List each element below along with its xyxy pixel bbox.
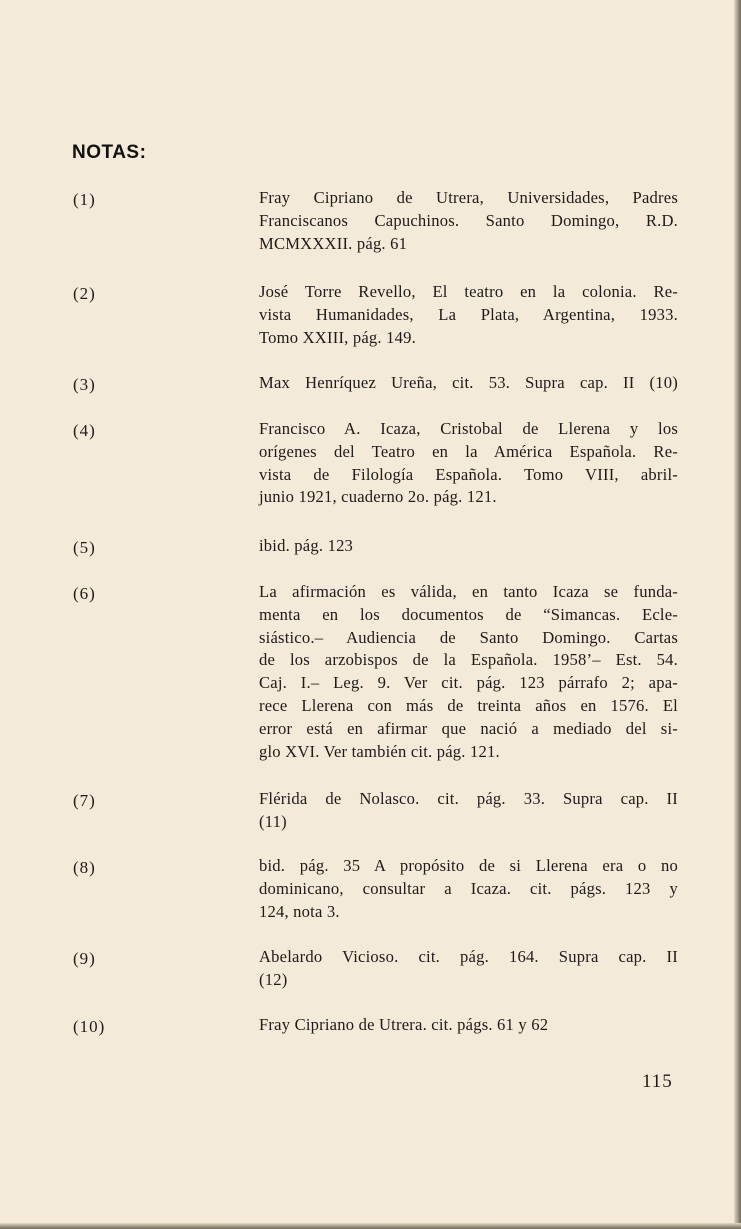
note-text bbox=[259, 281, 678, 349]
note-number: (10) bbox=[73, 1017, 106, 1036]
note-line: orígenes del Teatro en la América Española. Re- bbox=[259, 441, 678, 461]
note-number: (6) bbox=[73, 584, 96, 603]
note-text bbox=[259, 187, 678, 255]
note-line: ibid. pág. 123 bbox=[259, 536, 354, 555]
note-text bbox=[259, 855, 678, 923]
note-line: menta en los documentos de “Simancas. Ecle- bbox=[259, 604, 678, 624]
note-number: (8) bbox=[73, 858, 96, 877]
note-text bbox=[259, 418, 678, 509]
page-edge-shadow bbox=[734, 0, 741, 1229]
note-line: dominicano, consultar a Icaza. cit. págs. 123 y bbox=[259, 878, 678, 898]
note-line: Fray Cipriano de Utrera. cit. págs. 61 y 62 bbox=[259, 1015, 549, 1034]
note-line: de los arzobispos de la Española. 1958’– Est. 54. bbox=[259, 650, 678, 670]
note-line: vista Humanidades, La Plata, Argentina, 1933. bbox=[259, 304, 678, 324]
note-number: (3) bbox=[73, 375, 96, 394]
note-text bbox=[259, 581, 678, 763]
note-line: Franciscanos Capuchinos. Santo Domingo, R.D. bbox=[259, 210, 678, 230]
note-text bbox=[259, 946, 678, 992]
note-line: error está en afirmar que nació a mediado del si- bbox=[259, 718, 678, 738]
note-line: junio 1921, cuaderno 2o. pág. 121. bbox=[259, 487, 497, 507]
note-line: Fray Cipriano de Utrera, Universidades, Padres bbox=[259, 188, 678, 207]
note-number: (5) bbox=[73, 538, 96, 557]
note-line: Tomo XXIII, pág. 149. bbox=[259, 327, 416, 347]
note-text bbox=[259, 372, 678, 395]
note-text bbox=[259, 1014, 678, 1037]
note-line: bid. pág. 35 A propósito de si Llerena era o no bbox=[259, 856, 678, 875]
note-line: rece Llerena con más de treinta años en 1576. El bbox=[259, 695, 678, 715]
note-line: Max Henríquez Ureña, cit. 53. Supra cap. II (10) bbox=[259, 373, 678, 392]
page-number: 115 bbox=[642, 1071, 673, 1092]
note-number: (1) bbox=[73, 190, 96, 209]
note-number: (4) bbox=[73, 421, 96, 440]
note-line: MCMXXXII. pág. 61 bbox=[259, 233, 408, 253]
note-line: Francisco A. Icaza, Cristobal de Llerena y los bbox=[259, 419, 678, 438]
note-line: La afirmación es válida, en tanto Icaza se funda- bbox=[259, 582, 678, 601]
note-line: siástico.– Audiencia de Santo Domingo. Cartas bbox=[259, 627, 678, 647]
note-line: 124, nota 3. bbox=[259, 901, 340, 921]
note-text bbox=[259, 535, 678, 558]
note-line: Caj. I.– Leg. 9. Ver cit. pág. 123 párrafo 2; apa- bbox=[259, 673, 678, 693]
note-line: (12) bbox=[259, 969, 288, 989]
note-text bbox=[259, 788, 678, 834]
note-number: (7) bbox=[73, 791, 96, 810]
note-line: (11) bbox=[259, 811, 287, 831]
notes-heading: NOTAS: bbox=[72, 142, 147, 163]
note-line: vista de Filología Española. Tomo VIII, abril- bbox=[259, 464, 678, 484]
page-edge-shadow bbox=[0, 1223, 741, 1229]
note-number: (2) bbox=[73, 284, 96, 303]
note-line: José Torre Revello, El teatro en la colonia. Re- bbox=[259, 282, 678, 301]
note-line: glo XVI. Ver también cit. pág. 121. bbox=[259, 741, 500, 761]
note-line: Flérida de Nolasco. cit. pág. 33. Supra cap. II bbox=[259, 789, 678, 808]
note-line: Abelardo Vicioso. cit. pág. 164. Supra cap. II bbox=[259, 947, 678, 966]
note-number: (9) bbox=[73, 949, 96, 968]
